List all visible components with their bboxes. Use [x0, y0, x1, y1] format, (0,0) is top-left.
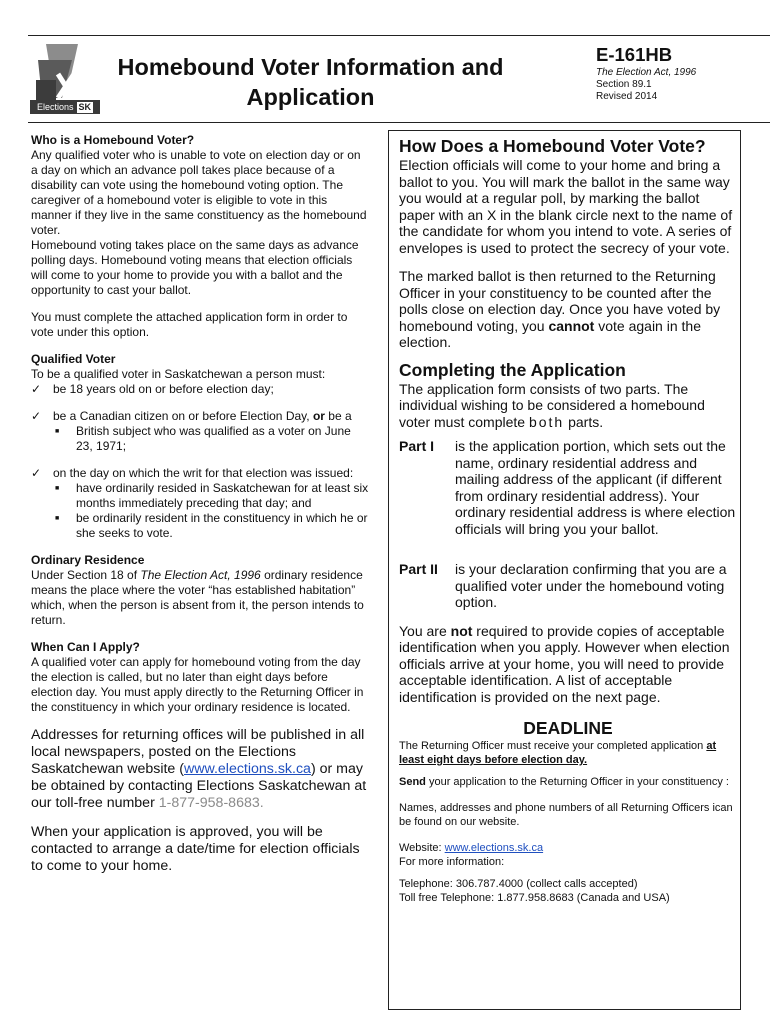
form-code: E-161HB [596, 44, 673, 65]
logo-text: Elections [36, 102, 74, 112]
toll-free-telephone: Toll free Telephone: 1.877.958.8683 (Canada and USA) [399, 892, 670, 904]
form-section: Section 89.1 [596, 79, 652, 90]
website-link[interactable]: www.elections.sk.ca [184, 761, 311, 777]
part-2-row [399, 561, 737, 611]
part-1-label: Part I [399, 438, 435, 454]
more-info: For more information: [399, 856, 505, 868]
left-column [31, 133, 369, 875]
logo-badge: SK [78, 101, 92, 112]
how-paragraph-2: The marked ballot is then returned to the Returning Officer in your constituency to be counted after the polls close on election day. Once you have voted by homebound voting, you cannot vote again in the election. [399, 268, 721, 350]
part-2-text: is your declaration confirming that you are a qualified voter under the homebound voting option. [455, 561, 727, 610]
bullet-square-icon: ■ [55, 428, 60, 435]
checkmark-icon: ✓ [31, 466, 42, 480]
must-complete-note: You must complete the attached application form in order to vote under this option. [31, 310, 348, 339]
website-row: Website: www.elections.sk.ca [399, 842, 544, 854]
bullet-square-icon: ■ [55, 485, 60, 492]
top-rule [28, 35, 770, 36]
who-heading: Who is a Homebound Voter? [31, 133, 195, 147]
ordinary-residence-heading: Ordinary Residence [31, 553, 145, 567]
right-column [399, 135, 737, 905]
checkmark-icon: ✓ [31, 409, 42, 423]
qualified-voter-heading: Qualified Voter [31, 352, 116, 366]
identification-paragraph: You are not required to provide copies of acceptable identification when you apply. However when election officials arrive at your home, you will need to provide acceptable identification. A list of acceptable identification is provided on the next page. [399, 622, 730, 705]
how-heading: How Does a Homebound Voter Vote? [399, 136, 706, 156]
qv-item-3-sub-2: be ordinarily resident in the constituency in which he or she seeks to vote. [76, 511, 368, 540]
completing-intro: The application form consists of two parts. The individual wishing to be considered a homebound voter must complete both parts. [399, 380, 705, 430]
who-paragraph-1: Any qualified voter who is unable to vote on election day or on a day on which an advance poll takes place because of a disability can vote using the homebound voting option. The caregiver of a homebound voter is eligible to vote in this manner if they live in the same constituency as the homebound voter. [31, 148, 367, 237]
qv-item-3: on the day on which the writ for that election was issued: [53, 466, 354, 480]
qualified-voter-intro: To be a qualified voter in Saskatchewan a person must: [31, 367, 326, 381]
title-line-2: Application [246, 84, 375, 110]
ordinary-residence-paragraph: Under Section 18 of The Election Act, 1996 ordinary residence means the place where the voter “has established habitation” which, when the person is absent from it, the person intends to return. [31, 568, 364, 627]
names-note: Names, addresses and phone numbers of all Returning Officers ican be found on our website. [399, 802, 733, 828]
part-1-text: is the application portion, which sets out the name, ordinary residential address and mailing address of the applicant (if different from ordinary residential address). Your ordinary residential address is where election officials will bring you your ballot. [455, 438, 736, 537]
deadline-paragraph: The Returning Officer must receive your completed application at least eight days before election day. [399, 740, 717, 766]
send-paragraph: Send your application to the Returning Officer in your constituency : [399, 776, 729, 788]
sub-list-item [31, 481, 369, 511]
page-title [108, 52, 513, 112]
bullet-square-icon: ■ [55, 515, 60, 522]
checkmark-icon: ✓ [31, 382, 42, 396]
part-1-row [399, 438, 737, 537]
logo-label [30, 100, 100, 114]
list-item [31, 382, 369, 397]
toll-free-number: 1-877-958-8683. [158, 795, 264, 811]
when-apply-paragraph: A qualified voter can apply for homebound voting from the day the election is called, but no later than eight days before election day. You must apply directly to the Returning Officer in the constituency in which your ordinary residence is located. [31, 655, 364, 714]
qv-item-2-sub-1: British subject who was qualified as a voter on June 23, 1971; [76, 424, 351, 453]
header-rule [28, 122, 770, 123]
who-paragraph-2: Homebound voting takes place on the same days as advance polling days. Homebound voting means that election officials will come to your home to provide you with a ballot and the opportunity to cast your ballot. [31, 238, 359, 297]
list-item [31, 466, 369, 481]
how-paragraph-1: Election officials will come to your home and bring a ballot to you. You will mark the ballot in the same way you would at a regular poll, by marking the ballot paper with an X in the blank circle next to the name of the candidate for whom you intend to vote. A series of envelopes is used to protect the secrecy of your vote. [399, 157, 733, 256]
sub-list-item [31, 424, 369, 454]
form-meta [596, 67, 696, 103]
addresses-paragraph: Addresses for returning offices will be published in all local newspapers, posted on the Elections Saskatchewan website (www.elections.sk.ca) or may be obtained by contacting Elections Saskatchewan at our toll-free number 1-877-958-8683. [31, 727, 367, 811]
qv-item-1: be 18 years old on or before election day; [53, 382, 274, 396]
website-url-link[interactable]: www.elections.sk.ca [444, 842, 544, 854]
form-revised: Revised 2014 [596, 91, 658, 102]
completing-heading: Completing the Application [399, 359, 626, 380]
form-act: The Election Act, 1996 [596, 67, 697, 78]
approved-paragraph: When your application is approved, you will be contacted to arrange a date/time for election officials to come to your home. [31, 824, 360, 874]
telephone: Telephone: 306.787.4000 (collect calls accepted) [399, 878, 638, 890]
deadline-heading: DEADLINE [523, 718, 613, 738]
part-2-label: Part II [399, 561, 438, 577]
qv-item-3-sub-1: have ordinarily resided in Saskatchewan for at least six months immediately preceding that day; and [76, 481, 369, 510]
title-line-1: Homebound Voter Information and [117, 54, 504, 80]
sub-list-item [31, 511, 369, 541]
qv-item-2: be a Canadian citizen on or before Election Day, or be a [53, 409, 352, 423]
list-item [31, 409, 369, 424]
when-apply-heading: When Can I Apply? [31, 640, 140, 654]
